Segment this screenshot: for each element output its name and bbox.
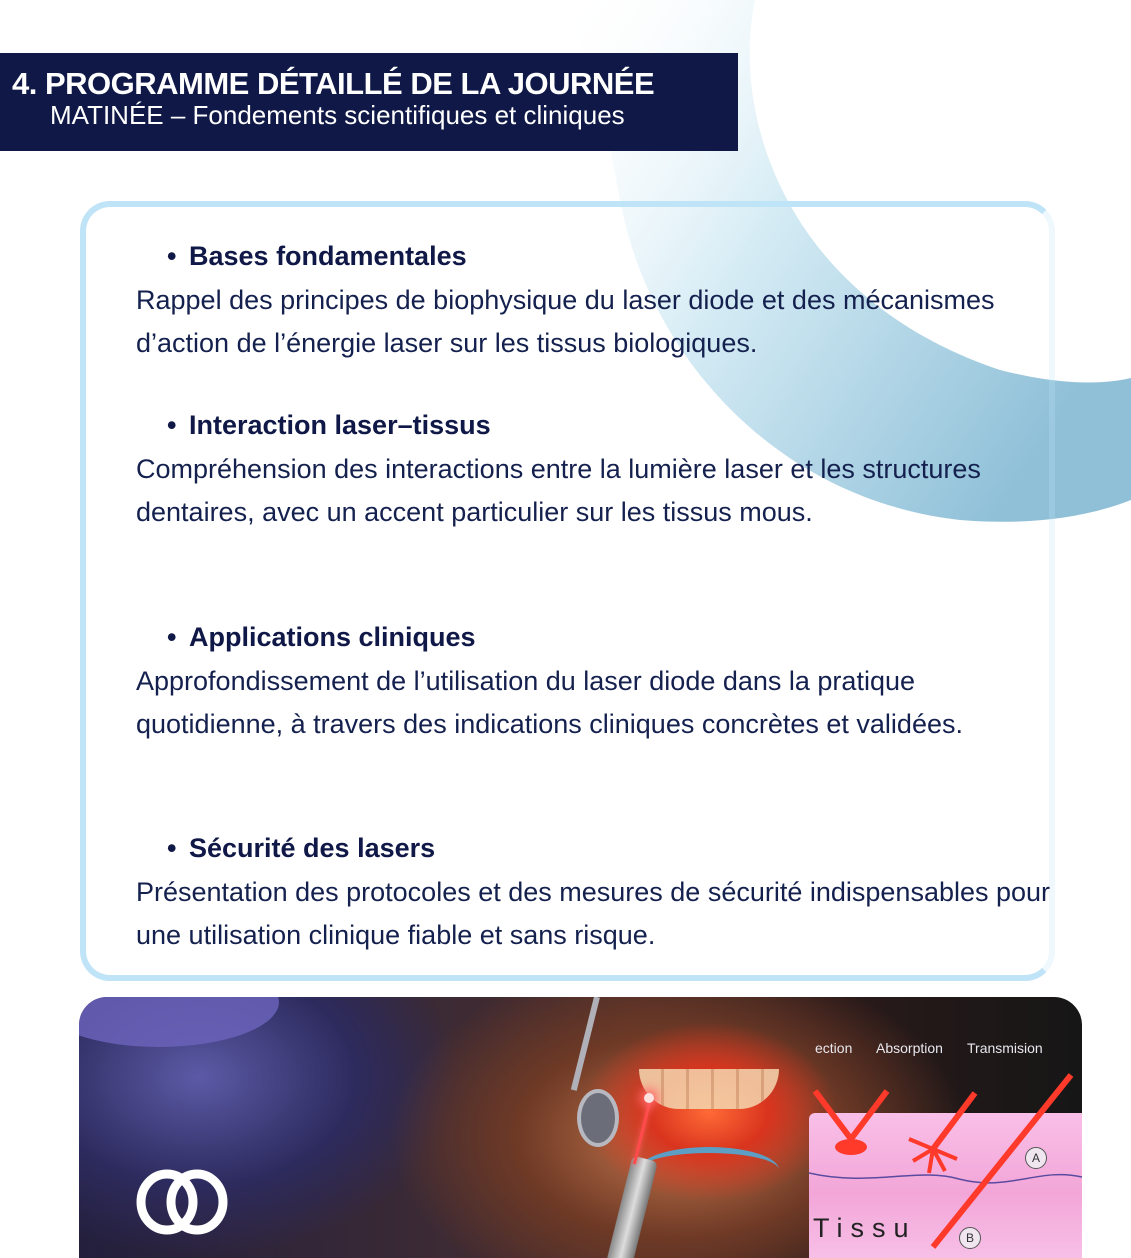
- laser-beam-shape: [633, 1098, 652, 1165]
- laser-tube-shape: [639, 1147, 779, 1193]
- program-item-interaction: [136, 406, 1056, 533]
- program-card: [80, 201, 1055, 981]
- tissue-label: Tissu: [813, 1213, 917, 1243]
- section-header: [0, 53, 738, 151]
- transmission-label: Transmision: [967, 1040, 1043, 1056]
- program-item-description: Présentation des protocoles et des mesures de sécurité indispensables pour une utilisation clinique fiable et sans risque.: [136, 877, 1051, 950]
- bullet-icon: •: [167, 833, 177, 863]
- laser-tissue-diagram: [809, 1027, 1082, 1258]
- page-subtitle: MATINÉE – Fondements scientifiques et cliniques: [50, 100, 625, 130]
- program-item-applications: [136, 618, 1056, 745]
- program-item-title: • Bases fondamentales: [136, 237, 1056, 275]
- program-item-securite: [136, 829, 1056, 956]
- program-item-title: • Sécurité des lasers: [136, 829, 1056, 867]
- dental-laser-photo: [79, 997, 1082, 1258]
- marker-b: B: [959, 1227, 981, 1249]
- dental-mirror-icon: [577, 1089, 619, 1147]
- reflection-label: ection: [815, 1040, 853, 1056]
- program-item-description: Approfondissement de l’utilisation du laser diode dans la pratique quotidienne, à travers des indications cliniques concrètes et validées.: [136, 666, 963, 739]
- program-item-title: • Interaction laser–tissus: [136, 406, 1056, 444]
- marker-a: A: [1025, 1147, 1047, 1169]
- interlocking-rings-logo: [135, 1169, 229, 1235]
- page-title: 4. PROGRAMME DÉTAILLÉ DE LA JOURNÉE: [12, 66, 655, 101]
- teeth-shape: [639, 1069, 779, 1109]
- bullet-icon: •: [167, 622, 177, 652]
- program-item-title: • Applications cliniques: [136, 618, 1056, 656]
- program-item-bases: [136, 237, 1056, 364]
- program-item-description: Rappel des principes de biophysique du laser diode et des mécanismes d’action de l’énergie laser sur les tissus biologiques.: [136, 285, 995, 358]
- mirror-handle-shape: [571, 997, 600, 1091]
- glove-shape: [79, 997, 279, 1047]
- laser-spot-icon: [644, 1093, 654, 1103]
- absorption-label: Absorption: [876, 1040, 943, 1056]
- bullet-icon: •: [167, 410, 177, 440]
- program-item-description: Compréhension des interactions entre la lumière laser et les structures dentaires, avec un accent particulier sur les tissus mous.: [136, 454, 981, 527]
- bullet-icon: •: [167, 241, 177, 271]
- laser-handpiece-icon: [606, 1155, 658, 1258]
